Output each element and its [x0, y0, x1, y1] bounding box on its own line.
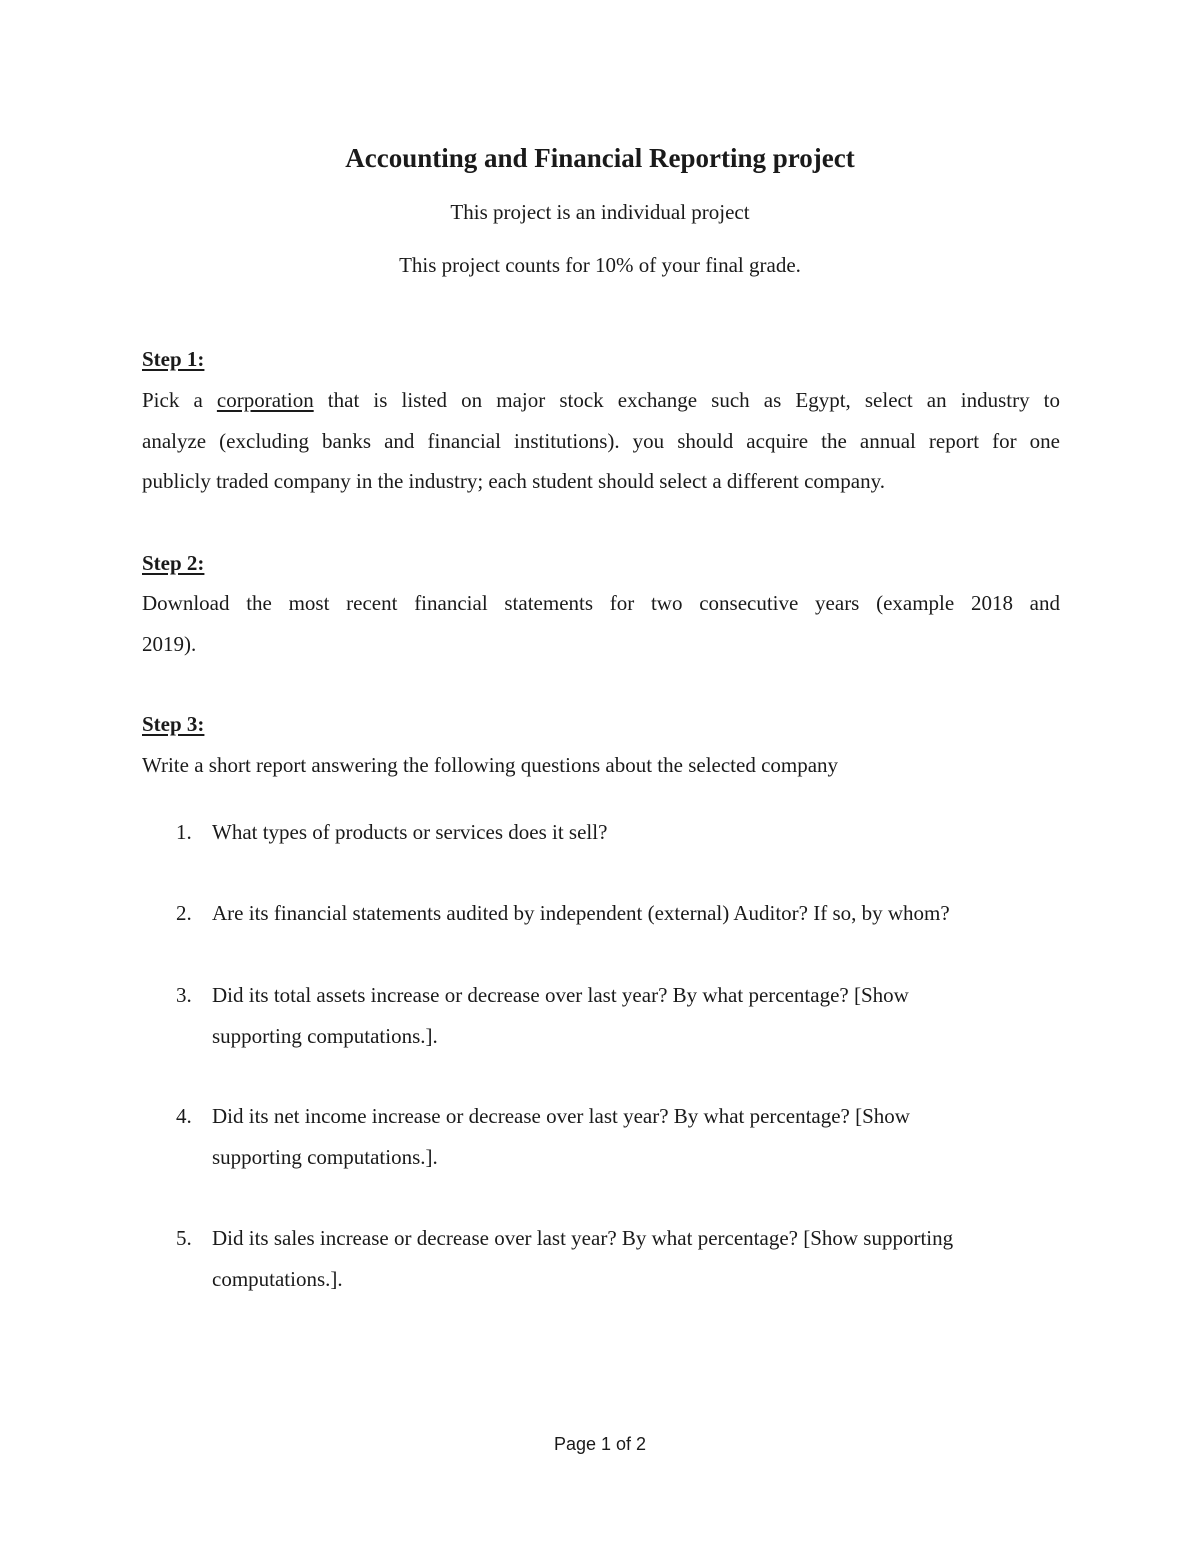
- step-2-paragraph: [142, 583, 1060, 664]
- list-item-line: Did its sales increase or decrease over last year? By what percentage? [Show supporting: [212, 1226, 954, 1250]
- list-item-text: [212, 1218, 1062, 1299]
- document-title: Accounting and Financial Reporting project: [345, 143, 855, 173]
- step-2-heading: Step 2:: [142, 551, 205, 575]
- list-item-number: 3.: [176, 983, 192, 1007]
- step-1-line-1: [142, 380, 1060, 421]
- list-item-line: What types of products or services does it sell?: [212, 820, 608, 844]
- list-item-number: 1.: [176, 820, 192, 844]
- page-number-footer: Page 1 of 2: [553, 1434, 647, 1454]
- step-1-line-3: publicly traded company in the industry; each student should select a different company.: [142, 469, 885, 493]
- step-2-line-1: Download the most recent financial statements for two consecutive years (example 2018 and: [142, 591, 1060, 615]
- list-item-text: [212, 1096, 1062, 1177]
- list-item-number: 5.: [176, 1226, 192, 1250]
- list-item-line: Did its net income increase or decrease over last year? By what percentage? [Show: [212, 1104, 910, 1128]
- step-1-line-1-start: Pick a: [142, 388, 217, 412]
- step-1-paragraph: [142, 380, 1060, 502]
- subtitle-individual: This project is an individual project: [450, 200, 750, 224]
- step-3-heading: Step 3:: [142, 712, 205, 736]
- step-3-paragraph: [142, 745, 1060, 786]
- step-1-line-2: analyze (excluding banks and financial institutions). you should acquire the annual report for one: [142, 428, 1060, 453]
- list-item-number: 4.: [176, 1104, 192, 1128]
- step-1-line-1-end: that is listed on major stock exchange such as Egypt, select an industry to: [313, 388, 1061, 412]
- list-item-line: computations.].: [212, 1266, 343, 1291]
- subtitle-grade-weight: This project counts for 10% of your final grade.: [399, 253, 801, 277]
- list-item-line: Did its total assets increase or decrease over last year? By what percentage? [Show: [212, 983, 909, 1007]
- list-item-text: [212, 893, 1062, 934]
- step-1-heading: Step 1:: [142, 347, 205, 371]
- list-item-text: [212, 975, 1062, 1056]
- list-item-number: 2.: [176, 901, 192, 925]
- list-item-text: [212, 812, 1062, 853]
- step-2-line-2: 2019).: [142, 631, 197, 656]
- step-3-line-1: Write a short report answering the following questions about the selected company: [142, 753, 839, 777]
- corporation-link[interactable]: corporation: [216, 388, 314, 412]
- list-item-line: supporting computations.].: [212, 1023, 438, 1048]
- list-item-line: Are its financial statements audited by independent (external) Auditor? If so, by whom?: [212, 901, 950, 925]
- list-item-line: supporting computations.].: [212, 1144, 438, 1169]
